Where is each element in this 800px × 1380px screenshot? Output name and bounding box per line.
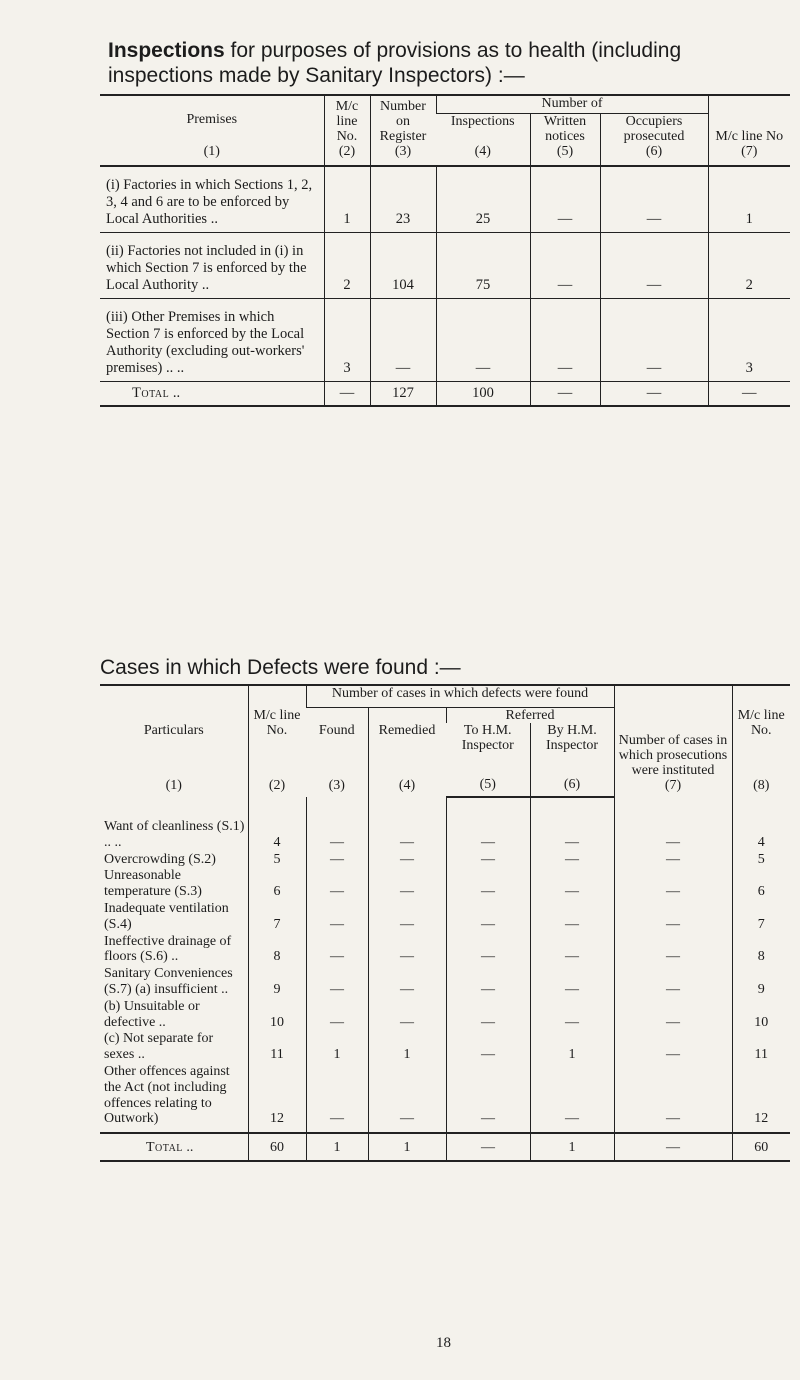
cell: — [436,299,530,382]
premises-header: Premises (1) [100,95,324,166]
cell: — [530,901,614,934]
mc-line-header: M/c line No. (2) [248,685,306,797]
cell: 100 [436,382,530,407]
table-row [100,934,790,967]
cell: 23 [370,166,436,233]
cell: 7 [732,901,790,934]
cell: 1 [306,1031,368,1064]
cell: 4 [248,797,306,852]
by-hm-inspector-header: By H.M. Inspector (6) [530,723,614,797]
cell: 7 [248,901,306,934]
cell: 1 [530,1031,614,1064]
cell: — [446,966,530,999]
mc-line-header: M/c line No. (2) [324,95,370,166]
cell: — [708,382,790,407]
cell: — [368,901,446,934]
cell: 1 [708,166,790,233]
mc-line-right-header: M/c line No. (8) [732,685,790,797]
row-label: (i) Factories in which Sections 1, 2, 3, 4 and 6 are to be enforced by Local Authorities .. [100,166,324,233]
cell: — [324,382,370,407]
cell: 75 [436,233,530,299]
table-row [100,966,790,999]
to-hm-inspector-header: To H.M. Inspector (5) [446,723,530,797]
cell: — [600,299,708,382]
cell: — [530,966,614,999]
cell: 11 [248,1031,306,1064]
cell: 5 [732,852,790,869]
cell: 6 [732,868,790,901]
cell: — [530,797,614,852]
inspections-heading-rest: for purposes of provisions as to health (including inspections made by Sanitary Inspectors) :— [108,39,682,87]
cell: — [368,1064,446,1133]
cell: — [306,966,368,999]
table-row [100,797,790,852]
cell: — [614,797,732,852]
cell: 3 [708,299,790,382]
row-label: (iii) Other Premises in which Section 7 is enforced by the Local Authority (excluding out-workers' premises) .. .. [100,299,324,382]
cell: — [306,1064,368,1133]
inspections-table [100,94,790,407]
cell: 5 [248,852,306,869]
number-of-header: Number of [436,95,708,114]
mc-line-right-header: M/c line No (7) [708,95,790,166]
defects-table [100,684,790,1162]
total-label: Total .. [100,382,324,407]
cell: — [614,852,732,869]
cell: — [614,999,732,1032]
cell: — [614,1133,732,1161]
cell: 2 [708,233,790,299]
cell: — [530,934,614,967]
cell: — [614,901,732,934]
cell: 1 [368,1133,446,1161]
cell: — [368,852,446,869]
cell: — [306,901,368,934]
cell: 2 [324,233,370,299]
cell: 12 [248,1064,306,1133]
cell: — [600,233,708,299]
cell: 8 [248,934,306,967]
cell: 104 [370,233,436,299]
cell: 11 [732,1031,790,1064]
row-label: Inadequate ventilation (S.4) [104,900,229,932]
total-row [100,1133,790,1161]
cell: 10 [732,999,790,1032]
cell: — [446,901,530,934]
row-label: (c) Not separate for sexes .. [104,1031,214,1063]
cell: — [614,868,732,901]
cell: 127 [370,382,436,407]
cell: — [614,1064,732,1133]
number-of-cases-header: Number of cases in which defects were found [306,685,614,708]
cell: — [446,868,530,901]
cell: 1 [324,166,370,233]
table-row [100,233,790,299]
table-row [100,852,790,869]
cell: — [530,166,600,233]
cell: 60 [732,1133,790,1161]
cell: — [530,233,600,299]
inspections-heading [108,38,788,88]
cell: — [446,1031,530,1064]
register-header: Number on Register (3) [370,95,436,166]
cell: — [446,999,530,1032]
cell: 60 [248,1133,306,1161]
cell: — [614,966,732,999]
table-row [100,166,790,233]
cell: — [530,852,614,869]
cell: — [614,1031,732,1064]
row-label: Overcrowding (S.2) [104,851,216,867]
cell: — [368,868,446,901]
cell: 1 [368,1031,446,1064]
cell: — [530,1064,614,1133]
defects-heading: Cases in which Defects were found :— [100,656,461,679]
cell: — [306,934,368,967]
cell: 9 [248,966,306,999]
row-label: Sanitary Conveniences (S.7) (a) insufficient .. [104,966,233,997]
cell: 1 [306,1133,368,1161]
found-header: Found (3) [318,723,355,793]
particulars-header: Particulars (1) [100,685,248,797]
table-row [100,901,790,934]
cell: — [530,868,614,901]
cell: — [306,999,368,1032]
cell: 1 [530,1133,614,1161]
row-label: Ineffective drainage of floors (S.6) .. [104,933,232,965]
cell: — [446,1133,530,1161]
table-row [100,999,790,1032]
table-row [100,1064,790,1133]
cell: — [306,852,368,869]
cell: — [446,1064,530,1133]
cell: 6 [248,868,306,901]
inspections-heading-lead: Inspections [108,39,225,62]
cell: 3 [324,299,370,382]
table-row [100,1031,790,1064]
row-label: Other offences against the Act (not including offences relating to Outwork) [100,1064,248,1133]
referred-header: Referred [446,708,614,724]
cell: — [368,797,446,852]
page-number: 18 [436,1335,451,1351]
cell: — [530,382,600,407]
cell: — [368,934,446,967]
cell: 12 [732,1064,790,1133]
row-label: Unreasonable temperature (S.3) [104,868,202,900]
cell: 4 [732,797,790,852]
cell: 9 [732,966,790,999]
cell: — [530,999,614,1032]
cell: — [600,382,708,407]
cell: — [368,999,446,1032]
cell: — [306,797,368,852]
cell: — [446,934,530,967]
table-row [100,299,790,382]
cell: — [530,299,600,382]
written-notices-header: Written notices (5) [530,114,600,167]
cell: 10 [248,999,306,1032]
cell: — [368,966,446,999]
cell: — [306,868,368,901]
cell: — [600,166,708,233]
cell: — [614,934,732,967]
prosecutions-header: Number of cases in which prosecutions were instituted (7) [614,685,732,797]
inspections-header: Inspections (4) [436,114,530,167]
row-label: Want of cleanliness (S.1) .. .. [104,819,245,850]
cell: — [446,852,530,869]
cell: — [446,797,530,852]
table-row [100,868,790,901]
row-label: (b) Unsuitable or defective .. [104,998,200,1030]
row-label: (ii) Factories not included in (i) in which Section 7 is enforced by the Local Authority .. [100,233,324,299]
total-row [100,382,790,407]
occupiers-prosecuted-header: Occupiers prosecuted (6) [600,114,708,167]
cell: 25 [436,166,530,233]
remedied-header: Remedied (4) [368,708,446,798]
cell: — [370,299,436,382]
total-label: Total .. [100,1133,248,1161]
cell: 8 [732,934,790,967]
